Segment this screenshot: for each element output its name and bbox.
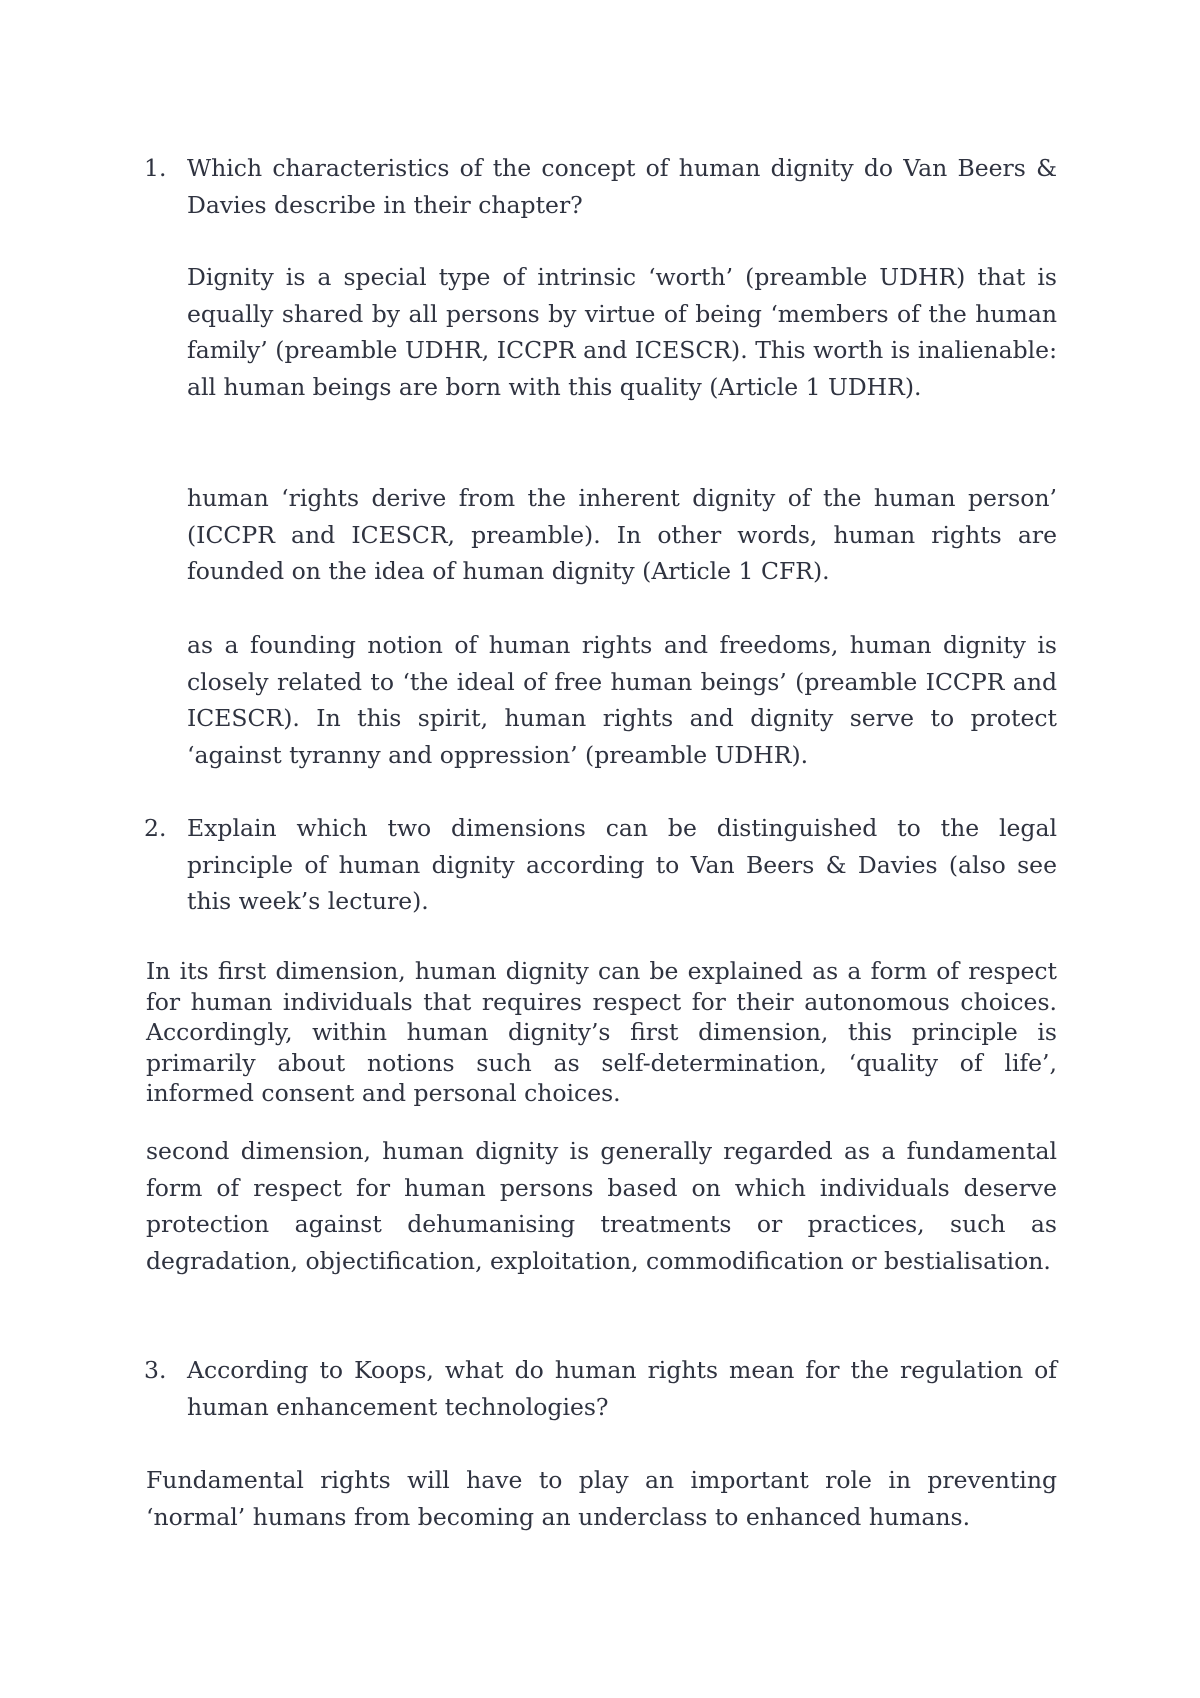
- answer-1-paragraph-3: as a founding notion of human rights and freedoms, human dignity is closely related to ‘the ideal of free human beings’ (preamble ICCPR and ICESCR). In this spirit, human rights and dignity serve to protect ‘against tyranny and oppression’ (preamble UDHR).: [187, 631, 1057, 769]
- question-1-text: Which characteristics of the concept of human dignity do Van Beers & Davies describe in their chapter?: [187, 154, 1057, 219]
- answer-3-paragraph-1: Fundamental rights will have to play an important role in preventing ‘normal’ humans from becoming an underclass to enhanced humans.: [146, 1466, 1057, 1531]
- question-3-number: 3.: [144, 1356, 167, 1384]
- answer-1-paragraph-1: Dignity is a special type of intrinsic ‘worth’ (preamble UDHR) that is equally shared by all persons by virtue of being ‘members of the human family’ (preamble UDHR, ICCPR and ICESCR). This worth is inalienable: all human beings are born with this quality (Article 1 UDHR).: [187, 263, 1057, 401]
- question-2-number: 2.: [144, 814, 167, 842]
- question-1-number: 1.: [144, 154, 167, 182]
- answer-1-paragraph-2: human ‘rights derive from the inherent dignity of the human person’ (ICCPR and ICESCR, preamble). In other words, human rights are founded on the idea of human dignity (Article 1 CFR).: [187, 484, 1057, 585]
- answer-2-paragraph-2: second dimension, human dignity is generally regarded as a fundamental form of respect for human persons based on which individuals deserve protection against dehumanising treatments or practices, such as degradation, objectification, exploitation, commodification or bestialisation.: [146, 1137, 1057, 1275]
- question-3-text: According to Koops, what do human rights mean for the regulation of human enhancement technologies?: [187, 1356, 1057, 1421]
- question-2-text: Explain which two dimensions can be distinguished to the legal principle of human dignity according to Van Beers & Davies (also see this week’s lecture).: [187, 814, 1057, 915]
- answer-2-paragraph-1: In its first dimension, human dignity can be explained as a form of respect for human individuals that requires respect for their autonomous choices. Accordingly, within human dignity’s first dimension, this principle is primarily about notions such as self-determination, ‘quality of life’, informed consent and personal choices.: [146, 957, 1057, 1107]
